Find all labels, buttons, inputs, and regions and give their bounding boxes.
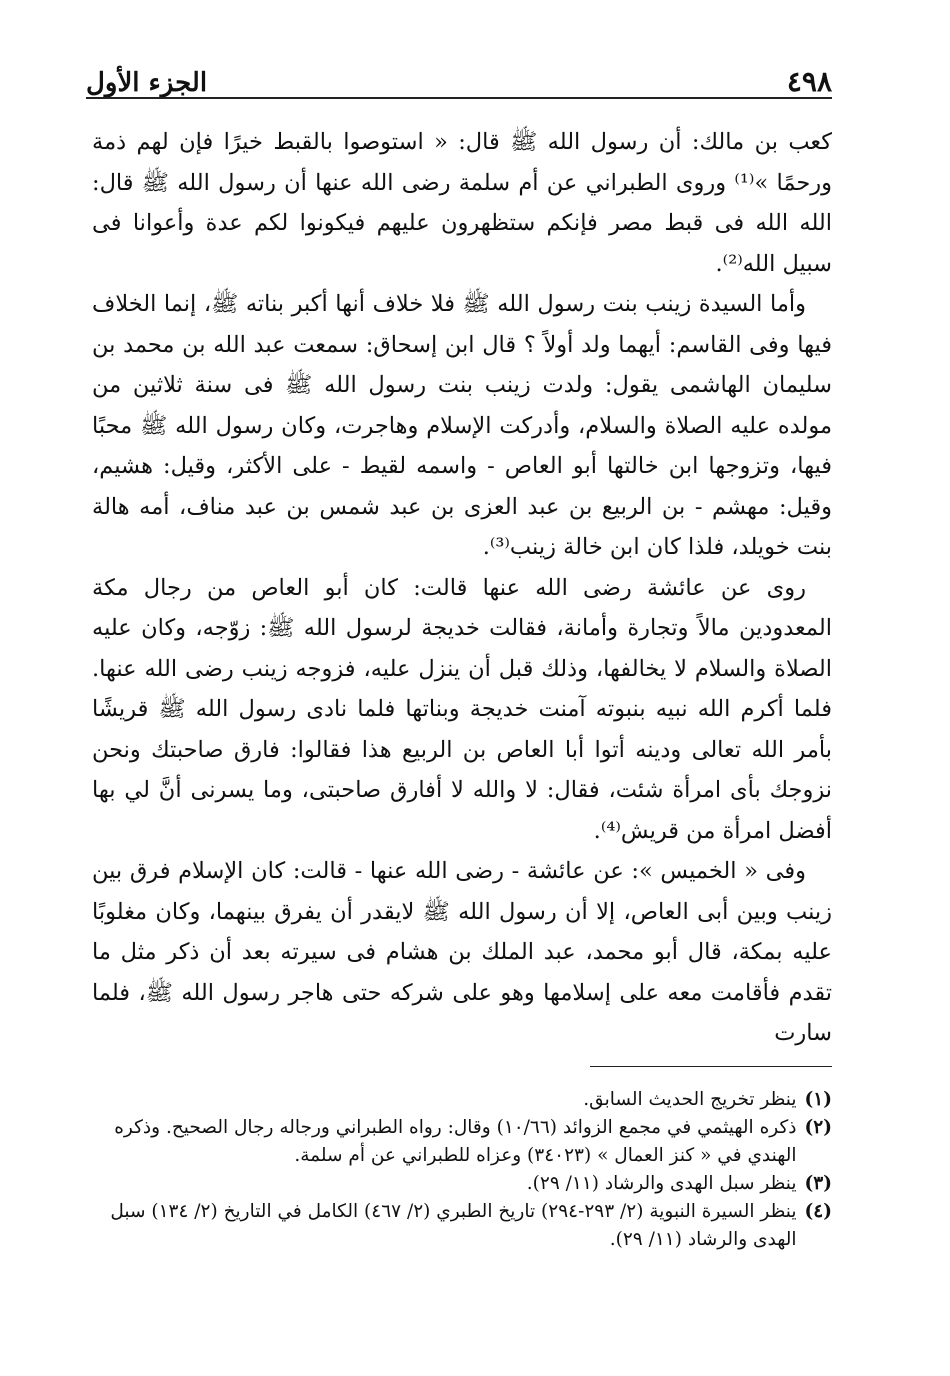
paragraph: وفى « الخميس »: عن عائشة - رضى الله عنها - قالت: كان الإسلام فرق بين زينب وبين أبى العاص، إلا أن رسول الله ﷺ لايقدر أن يفرق بينهما، وكان مغلوبًا عليه بمكة، قال أبو محمد، عبد الملك بن هشام فى سيرته بعد أن ذكر مثل ما تقدم فأقامت معه على إسلامها وهو على شركه حتى هاجر رسول الله ﷺ، فلما سارت	[92, 858, 832, 1046]
footnote-number: (٤)	[804, 1201, 832, 1222]
footnote-text: ذكره الهيثمي في مجمع الزوائد (١٠/٦٦) وقال: رواه الطبراني ورجاله رجال الصحيح. وذكره الهندي في « كنز العمال » (٣٤٠٢٣) وعزاه للطبراني عن أم سلمة.	[114, 1117, 797, 1166]
paragraph: وأما السيدة زينب بنت رسول الله ﷺ فلا خلاف أنها أكبر بناته ﷺ، إنما الخلاف فيها وفى القاسم: أيهما ولد أولاً ؟ قال ابن إسحاق: سمعت عبد الله بن محمد بن سليمان الهاشمى يقول: ولدت زينب بنت رسول الله ﷺ فى سنة ثلاثين من مولده عليه الصلاة والسلام، وأدركت الإسلام وهاجرت، وكان رسول الله ﷺ محبًا فيها، وتزوجها ابن خالتها أبو العاص - واسمه لقيط - على الأكثر، وقيل: هشيم، وقيل: مهشم - بن الربيع بن عبد العزى بن عبد شمس بن عبد مناف، أمه هالة بنت خويلد، فلذا كان ابن خالة زينب⁽³⁾.	[92, 291, 832, 560]
main-text	[92, 122, 832, 1054]
footnote-number: (٢)	[804, 1117, 832, 1138]
footnote-text: ينظر السيرة النبوية (٢/ ٢٩٣-٢٩٤) تاريخ الطبري (٢/ ٤٦٧) الكامل في التاريخ (٢/ ١٣٤) سبل الهدى والرشاد (١١/ ٢٩).	[110, 1201, 797, 1250]
footnotes	[92, 1086, 832, 1254]
page-number: ٤٩٨	[786, 65, 832, 98]
page-header	[86, 52, 832, 96]
footnote	[92, 1086, 832, 1114]
footnote-number: (٣)	[804, 1173, 832, 1194]
footnote-number: (١)	[804, 1089, 832, 1110]
footnote	[92, 1114, 832, 1170]
footnote	[92, 1198, 832, 1254]
footnote-divider	[590, 1066, 832, 1067]
footnote	[92, 1170, 832, 1198]
footnote-text: ينظر تخريج الحديث السابق.	[583, 1089, 797, 1110]
footnote-text: ينظر سبل الهدى والرشاد (١١/ ٢٩).	[526, 1173, 797, 1194]
paragraph: كعب بن مالك: أن رسول الله ﷺ قال: « استوصوا بالقبط خيرًا فإن لهم ذمة ورحمًا »⁽¹⁾ وروى الطبراني عن أم سلمة رضى الله عنها أن رسول الله ﷺ قال: الله الله فى قبط مصر فإنكم ستظهرون عليهم فيكونوا لكم عدة وأعوانا فى سبيل الله⁽²⁾.	[92, 129, 832, 277]
header-divider	[86, 97, 832, 99]
running-head: الجزء الأول	[86, 68, 208, 98]
paragraph: روى عن عائشة رضى الله عنها قالت: كان أبو العاص من رجال مكة المعدودين مالاً وتجارة وأمانة، فقالت خديجة لرسول الله ﷺ: زوّجه، وكان عليه الصلاة والسلام لا يخالفها، وذلك قبل أن ينزل عليه، فزوجه زينب رضى الله عنها. فلما أكرم الله نبيه بنبوته آمنت خديجة وبناتها فلما نادى رسول الله ﷺ قريشًا بأمر الله تعالى ودينه أتوا أبا العاص بن الربيع هذا فقالوا: فارق صاحبتك ونحن نزوجك بأى امرأة شئت، فقال: لا والله لا أفارق صاحبتى، وما يسرنى أنَّ لي بها أفضل امرأة من قريش⁽⁴⁾.	[92, 574, 832, 844]
